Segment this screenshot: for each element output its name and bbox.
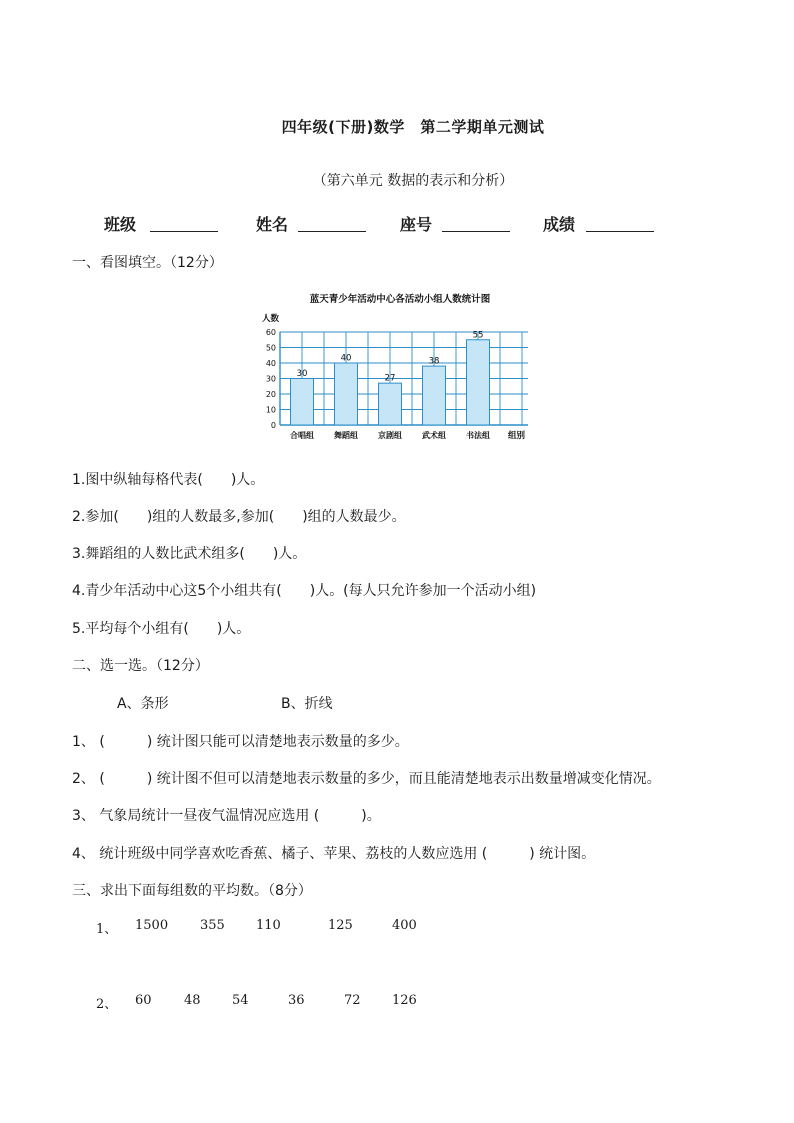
- s1-question-1: 1.图中纵轴每格代表( )人。: [72, 472, 265, 488]
- bar: [335, 363, 358, 425]
- y-tick-label: 20: [265, 390, 276, 399]
- row-2-number: 126: [392, 993, 417, 1008]
- row-1-number: 110: [256, 918, 281, 933]
- score-label: 成绩: [543, 215, 576, 234]
- name-label: 姓名: [256, 215, 289, 234]
- y-axis-ticks: [266, 328, 276, 430]
- bar-value-label: 40: [340, 353, 352, 364]
- row-1-number: 1500: [135, 918, 169, 933]
- y-tick-label: 40: [265, 359, 276, 368]
- s2-question-3: 3、 气象局统计一昼夜气温情况应选用 ( )。: [72, 808, 381, 824]
- class-label: 班级: [104, 215, 137, 234]
- bar-value-label: 55: [472, 330, 484, 341]
- chart-grid: [280, 332, 528, 425]
- option-b: B、折线: [281, 696, 333, 712]
- section1-heading: 一、看图填空。（12分）: [72, 255, 223, 271]
- section2-heading: 二、选一选。（12分）: [72, 658, 209, 674]
- x-tick-label: 舞蹈组: [334, 431, 358, 440]
- x-tick-label: 书法组: [466, 431, 490, 440]
- y-tick-label: 60: [265, 328, 276, 337]
- name-field[interactable]: [298, 231, 366, 232]
- s1-question-3: 3.舞蹈组的人数比武术组多( )人。: [72, 546, 307, 562]
- page-title: 四年级(下册)数学 第二学期单元测试: [281, 118, 545, 136]
- bar: [379, 383, 402, 425]
- row-2-number: 36: [288, 993, 305, 1008]
- row-1-number: 125: [328, 918, 353, 933]
- bar-chart: [240, 285, 560, 445]
- bar-value-label: 30: [296, 369, 308, 379]
- class-field[interactable]: [150, 231, 218, 232]
- bar-value-label: 38: [428, 356, 440, 367]
- seat-number-label: 座号: [400, 215, 433, 234]
- row-2-number: 48: [184, 993, 201, 1008]
- y-tick-label: 0: [270, 421, 276, 430]
- y-tick-label: 30: [265, 374, 276, 384]
- row-1-label: 1、: [96, 922, 118, 937]
- y-axis-label: 人数: [262, 314, 280, 324]
- row-2-number: 60: [135, 993, 152, 1008]
- row-1-number: 355: [200, 918, 225, 933]
- s2-question-1: 1、 ( ) 统计图只能可以清楚地表示数量的多少。: [72, 734, 409, 750]
- option-a: A、条形: [117, 696, 169, 712]
- section3-heading: 三、求出下面每组数的平均数。（8分）: [72, 883, 312, 899]
- bar-value-label: 27: [384, 373, 396, 384]
- x-tick-label: 武术组: [422, 431, 446, 440]
- x-axis-label: 组别: [508, 431, 526, 441]
- s1-question-5: 5.平均每个小组有( )人。: [72, 621, 251, 637]
- y-tick-label: 50: [265, 343, 276, 353]
- x-axis-ticks: [290, 430, 490, 440]
- row-2-number: 72: [344, 993, 361, 1008]
- seat-number-field[interactable]: [442, 231, 510, 232]
- row-1-number: 400: [392, 918, 417, 933]
- chart-title: 蓝天青少年活动中心各活动小组人数统计图: [309, 294, 491, 305]
- x-tick-label: 合唱组: [290, 431, 314, 440]
- score-field[interactable]: [586, 231, 654, 232]
- s2-question-4: 4、 统计班级中同学喜欢吃香蕉、橘子、苹果、荔枝的人数应选用 ( ) 统计图。: [72, 846, 596, 862]
- bar: [291, 379, 314, 426]
- s1-question-4: 4.青少年活动中心这5个小组共有( )人。(每人只允许参加一个活动小组): [72, 583, 537, 599]
- row-2-number: 54: [232, 993, 249, 1008]
- y-tick-label: 10: [265, 405, 276, 415]
- bar: [423, 366, 446, 425]
- s1-question-2: 2.参加( )组的人数最多,参加( )组的人数最少。: [72, 509, 406, 525]
- row-2-label: 2、: [96, 997, 118, 1012]
- bar: [467, 340, 490, 425]
- s2-question-2: 2、 ( ) 统计图不但可以清楚地表示数量的多少，而且能清楚地表示出数量增减变化情况。: [72, 771, 661, 787]
- page-subtitle: （第六单元 数据的表示和分析）: [312, 173, 514, 189]
- x-tick-label: 京剧组: [378, 431, 402, 440]
